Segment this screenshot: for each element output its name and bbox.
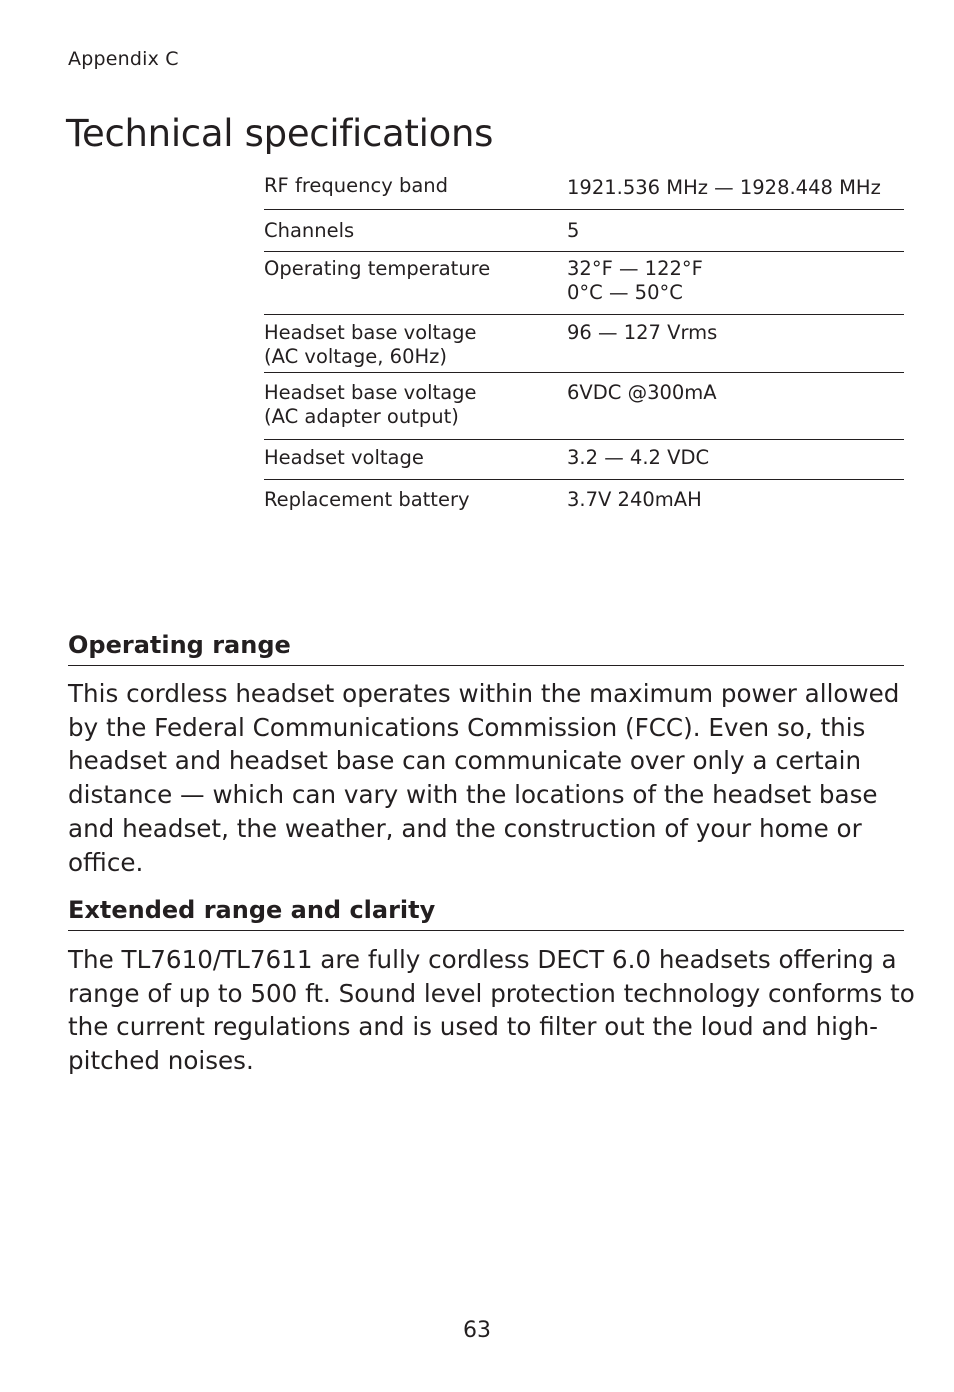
spec-row — [264, 440, 904, 480]
page-title: Technical specifications — [66, 112, 494, 155]
spec-label: RF frequency band — [264, 174, 449, 197]
spec-table — [264, 168, 904, 518]
spec-value: 6VDC @300mA — [567, 381, 717, 404]
spec-row — [264, 373, 904, 440]
spec-row — [264, 480, 904, 518]
section-heading-extended-range: Extended range and clarity — [68, 896, 904, 931]
spec-row — [264, 315, 904, 373]
page-number: 63 — [463, 1318, 491, 1343]
spec-value: 96 — 127 Vrms — [567, 321, 718, 344]
spec-value: 5 — [567, 219, 580, 242]
section-body-operating-range: This cordless headset operates within the maximum power allowed by the Federal Communications Commission (FCC). Even so, this headset and headset base can communicate over only a certain distance — which can vary with the locations of the headset base and headset, the weather, and the construction of your home or office. — [68, 679, 900, 877]
spec-row — [264, 252, 904, 315]
spec-label: Replacement battery — [264, 488, 470, 511]
spec-label: Channels — [264, 219, 355, 242]
section-heading-operating-range: Operating range — [68, 631, 904, 666]
spec-value: 32°F — 122°F 0°C — 50°C — [567, 257, 703, 304]
spec-value: 1921.536 MHz — 1928.448 MHz — [567, 176, 881, 199]
spec-label: Headset voltage — [264, 446, 424, 469]
running-head: Appendix C — [68, 48, 179, 70]
spec-value: 3.7V 240mAH — [567, 488, 702, 511]
spec-row — [264, 168, 904, 210]
spec-label: Operating temperature — [264, 257, 491, 280]
spec-label: Headset base voltage (AC adapter output) — [264, 381, 477, 428]
spec-value: 3.2 — 4.2 VDC — [567, 446, 710, 469]
spec-row — [264, 210, 904, 252]
section-body-extended-range: The TL7610/TL7611 are fully cordless DECT 6.0 headsets offering a range of up to 500 ft. Sound level protection technology conforms to the current regulations and is used to filter out the loud and high-pitched noises. — [68, 945, 915, 1076]
spec-label: Headset base voltage (AC voltage, 60Hz) — [264, 321, 477, 368]
